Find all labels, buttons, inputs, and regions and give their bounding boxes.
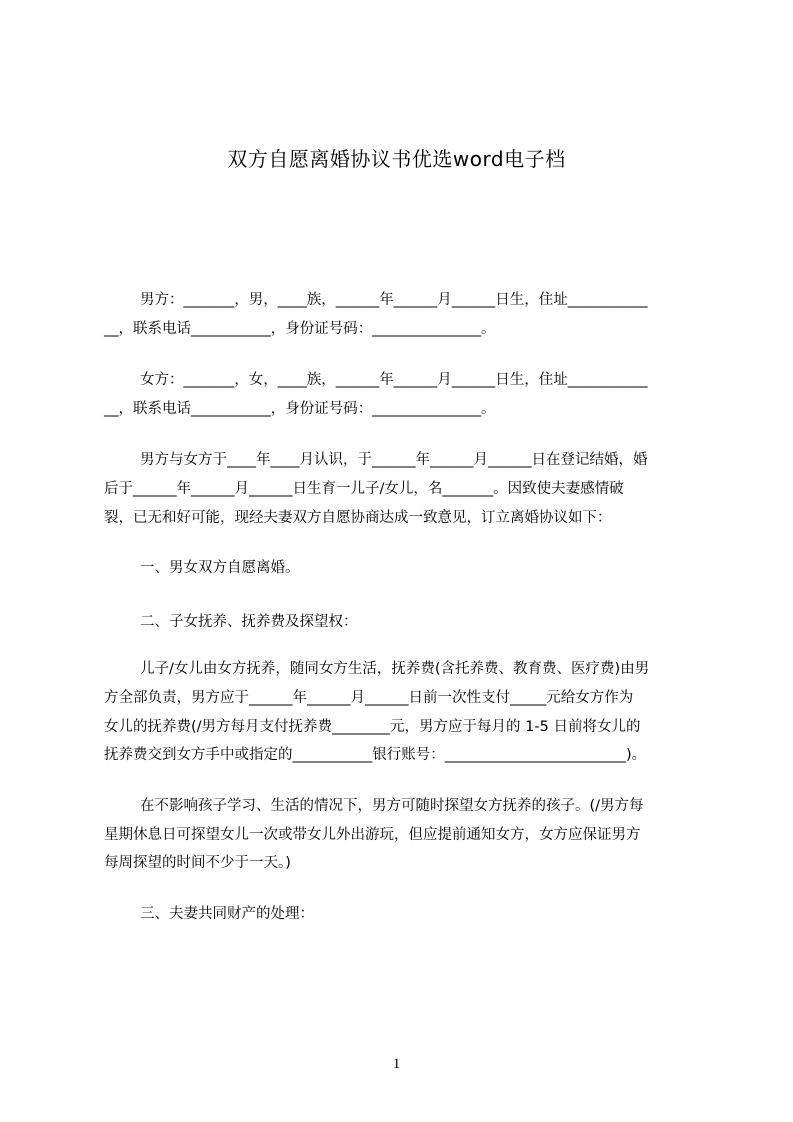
paragraph-line: 儿子/女儿由女方抚养，随同女方生活，抚养费(含托养费、教育费、医疗费)由男 — [140, 661, 650, 677]
document-title: 双方自愿离婚协议书优选word电子档 — [227, 147, 566, 171]
page-number: 1 — [392, 1056, 401, 1072]
paragraph-line: 抚养费交到女方手中或指定的___________银行账号：_________________________)。 — [104, 747, 647, 763]
paragraph-line: __，联系电话___________，身份证号码：_______________。 — [104, 401, 496, 417]
paragraph-line: 女方：_______，女，____族，______年______月______日生，住址___________ — [140, 372, 648, 388]
paragraph-line: __，联系电话___________，身份证号码：_______________。 — [104, 321, 496, 337]
paragraph-line: 女儿的抚养费(/男方每月支付抚养费________元，男方应于每月的 1-5 日前将女儿的 — [104, 719, 641, 735]
paragraph-line: 每周探望的时间不少于一天。) — [104, 855, 291, 871]
paragraph-line: 星期休息日可探望女儿一次或带女儿外出游玩，但应提前通知女方，女方应保证男方 — [104, 827, 641, 843]
paragraph-line: 后于______年______月______日生育一儿子/女儿，名_______。因致使夫妻感情破 — [104, 481, 624, 497]
paragraph-line: 裂，已无和好可能，现经夫妻双方自愿协商达成一致意见，订立离婚协议如下： — [104, 510, 612, 526]
paragraph-line: 男方与女方于____年____月认识，于______年______月______日在登记结婚，婚 — [140, 452, 648, 468]
section-heading: 二、子女抚养、抚养费及探望权： — [140, 614, 358, 630]
section-heading: 三、夫妻共同财产的处理： — [140, 906, 314, 922]
section-heading: 一、男女双方自愿离婚。 — [140, 560, 300, 576]
paragraph-line: 方全部负责，男方应于______年______月______日前一次性支付_____元给女方作为 — [104, 690, 634, 706]
paragraph-line: 男方：_______，男，____族，______年______月______日生，住址___________ — [140, 292, 648, 308]
paragraph-line: 在不影响孩子学习、生活的情况下，男方可随时探望女方抚养的孩子。(/男方每 — [140, 798, 644, 814]
